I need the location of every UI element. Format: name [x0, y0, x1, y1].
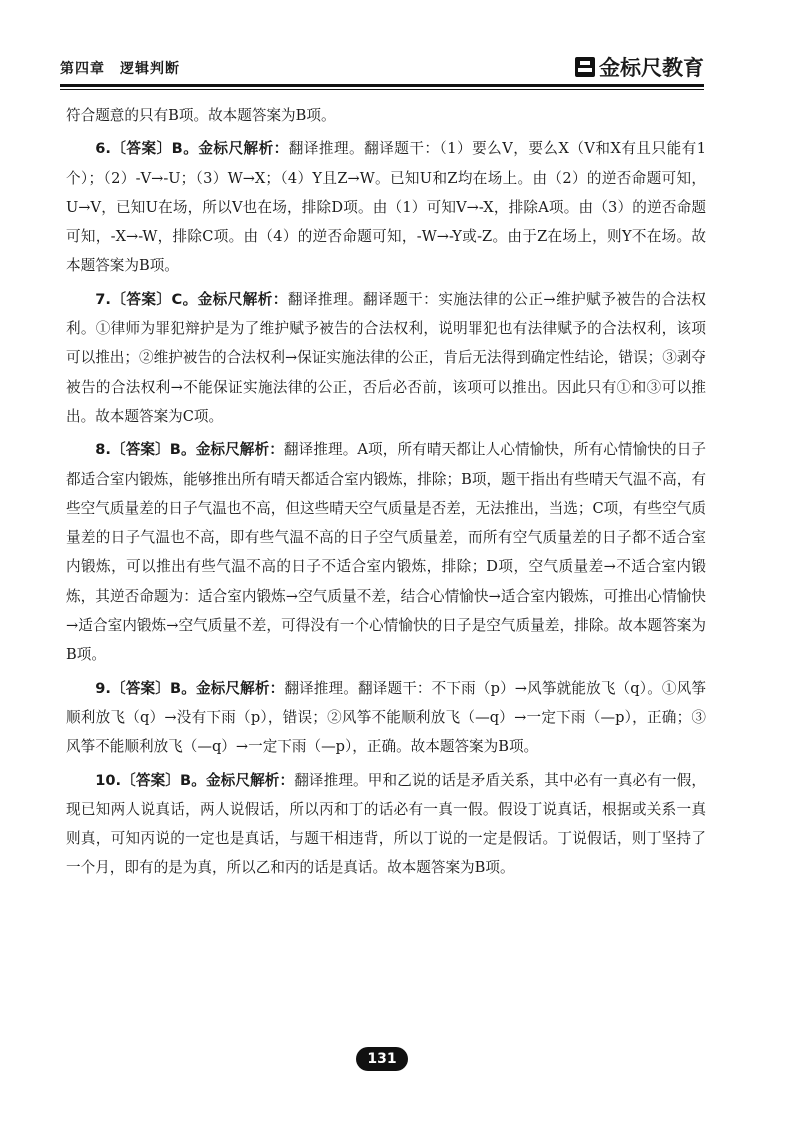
paragraph-text: 翻译推理。甲和乙说的话是矛盾关系，其中必有一真必有一假，现已知两人说真话，两人说假话，所以丙和丁的话必有一真一假。假设丁说真话，根据或关系一真则真，可知丙说的一定也是真话，与题干相违背，所以丁说的一定是假话。丁说假话，则丁坚持了一个月，即有的是为真，所以乙和丙的话是真话。故本题答案为B项。	[66, 771, 706, 877]
paragraph-text: 翻译推理。翻译题干：不下雨（p）→风筝就能放飞（q）。①风筝顺利放飞（q）→没有下雨（p），错误；②风筝不能顺利放飞（—q）→一定下雨（—p），正确；③风筝不能顺利放飞（—q）→一定下雨（—p），正确。故本题答案为B项。	[66, 679, 706, 756]
brand-logo	[575, 52, 704, 82]
header-rule-thin	[60, 89, 704, 90]
answer-lead: 8.〔答案〕B。金标尺解析：	[95, 441, 284, 459]
paragraph-text: 翻译推理。翻译题干：实施法律的公正→维护赋予被告的合法权利。①律师为罪犯辩护是为了维护赋予被告的合法权利，说明罪犯也有法律赋予的合法权利，该项可以推出；②维护被告的合法权利→保证实施法律的公正，肯后无法得到确定性结论，错误；③剥夺被告的合法权利→不能保证实施法律的公正，否后必否前，该项可以推出。因此只有①和③可以推出。故本题答案为C项。	[66, 290, 706, 425]
chapter-title: 第四章 逻辑判断	[60, 61, 180, 77]
header-rule-thick	[60, 84, 704, 87]
brand-logo-icon	[575, 57, 595, 77]
answer-paragraph-6	[66, 134, 706, 280]
brand-name: 金标尺教育	[599, 56, 704, 80]
answer-lead: 9.〔答案〕B。金标尺解析：	[95, 679, 285, 697]
answer-paragraph-7	[66, 285, 706, 431]
answer-paragraph-9	[66, 674, 706, 762]
answer-lead: 6.〔答案〕B。金标尺解析：	[95, 140, 289, 158]
answer-lead: 7.〔答案〕C。金标尺解析：	[95, 290, 288, 308]
answer-paragraph-10	[66, 766, 706, 883]
page-number: 131	[356, 1047, 408, 1071]
answer-explanations	[66, 101, 706, 887]
page-header	[60, 52, 704, 82]
paragraph-continuation	[66, 101, 706, 130]
answer-lead: 10.〔答案〕B。金标尺解析：	[95, 771, 295, 789]
paragraph-text: 翻译推理。A项，所有晴天都让人心情愉快，所有心情愉快的日子都适合室内锻炼，能够推出所有晴天都适合室内锻炼，排除；B项，题干指出有些晴天气温不高，有些空气质量差的日子气温也不高，但这些晴天空气质量是否差，无法推出，当选；C项，有些空气质量差的日子气温也不高，即有些气温不高的日子空气质量差，而所有空气质量差的日子都不适合室内锻炼，可以推出有些气温不高的日子不适合室内锻炼，排除；D项，空气质量差→不适合室内锻炼，其逆否命题为：适合室内锻炼→空气质量不差，结合心情愉快→适合室内锻炼，可推出心情愉快→适合室内锻炼→空气质量不差，可得没有一个心情愉快的日子是空气质量差，排除。故本题答案为B项。	[66, 441, 706, 664]
answer-paragraph-8	[66, 435, 706, 669]
paragraph-text: 符合题意的只有B项。故本题答案为B项。	[66, 107, 336, 124]
paragraph-text: 翻译推理。翻译题干：（1）要么V，要么X（V和X有且只能有1个）；（2）-V→-U；（3）W→X；（4）Y且Z→W。已知U和Z均在场上。由（2）的逆否命题可知，U→V，已知U在场，所以V也在场，排除D项。由（1）可知V→-X，排除A项。由（3）的逆否命题可知，-X→-W，排除C项。由（4）的逆否命题可知，-W→-Y或-Z。由于Z在场上，则Y不在场。故本题答案为B项。	[66, 140, 706, 275]
